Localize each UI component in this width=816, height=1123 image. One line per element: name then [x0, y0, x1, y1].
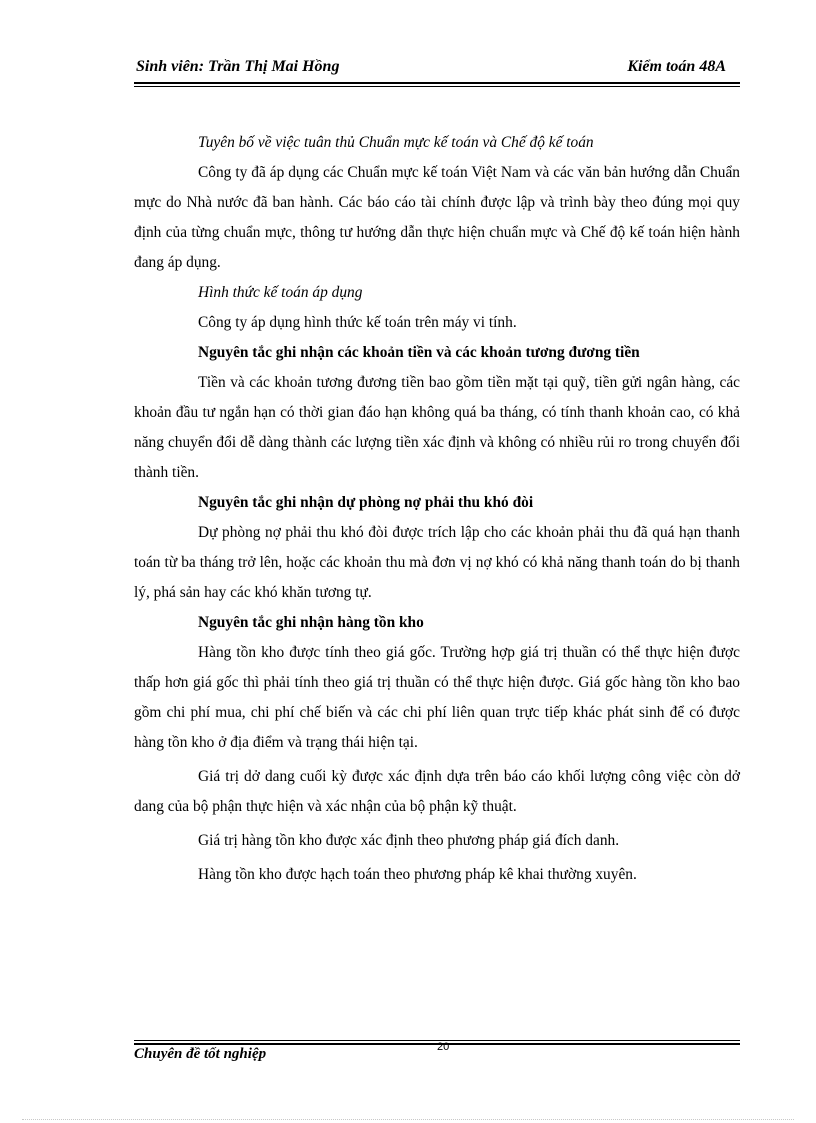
- paragraph-bad-debt: Dự phòng nợ phải thu khó đòi được trích lập cho các khoản phải thu đã quá hạn thanh toán từ ba tháng trở lên, hoặc các khoản thu mà đơn vị nợ khó có khả năng thanh toán do bị thanh lý, phá sản hay các khó khăn tương tự.: [134, 524, 740, 601]
- section-heading-accounting-form: Hình thức kế toán áp dụng: [198, 284, 363, 301]
- page-header: [134, 56, 740, 84]
- paragraph-inventory-valuation: Giá trị hàng tồn kho được xác định theo phương pháp giá đích danh.: [198, 832, 620, 849]
- header-rule-thick: [134, 82, 740, 84]
- page-number: 20: [437, 1041, 450, 1053]
- section-heading-cash: Nguyên tắc ghi nhận các khoản tiền và các khoản tương đương tiền: [198, 344, 640, 361]
- header-rule-thin: [134, 86, 740, 87]
- class-name: Kiểm toán 48A: [627, 58, 726, 75]
- section-heading-inventory: Nguyên tắc ghi nhận hàng tồn kho: [198, 614, 424, 631]
- paragraph-cash: Tiền và các khoản tương đương tiền bao gồm tiền mặt tại quỹ, tiền gửi ngân hàng, các khoản đầu tư ngắn hạn có thời gian đáo hạn không quá ba tháng, có tính thanh khoản cao, có khả năng chuyển đổi dễ dàng thành các lượng tiền xác định và không có nhiều rủi ro trong chuyển đổi thành tiền.: [134, 374, 740, 481]
- student-name: Sinh viên: Trần Thị Mai Hồng: [136, 58, 340, 75]
- page-bottom-border: [22, 1119, 794, 1120]
- footer-title: Chuyên đề tốt nghiệp: [134, 1046, 267, 1062]
- section-heading-compliance: Tuyên bố về việc tuân thủ Chuẩn mực kế toán và Chế độ kế toán: [198, 134, 594, 151]
- paragraph-accounting-form: Công ty áp dụng hình thức kế toán trên máy vi tính.: [198, 314, 517, 331]
- paragraph-compliance: Công ty đã áp dụng các Chuẩn mực kế toán Việt Nam và các văn bản hướng dẫn Chuẩn mực do Nhà nước đã ban hành. Các báo cáo tài chính được lập và trình bày theo đúng mọi quy định của từng chuẩn mực, thông tư hướng dẫn thực hiện chuẩn mực và Chế độ kế toán hiện hành đang áp dụng.: [134, 164, 740, 271]
- document-body: [134, 128, 740, 890]
- paragraph-inventory-wip: Giá trị dở dang cuối kỳ được xác định dựa trên báo cáo khối lượng công việc còn dở dang của bộ phận thực hiện và xác nhận của bộ phận kỹ thuật.: [134, 768, 740, 815]
- paragraph-inventory-accounting: Hàng tồn kho được hạch toán theo phương pháp kê khai thường xuyên.: [198, 866, 637, 883]
- section-heading-bad-debt: Nguyên tắc ghi nhận dự phòng nợ phải thu khó đòi: [198, 494, 534, 511]
- paragraph-inventory-cost: Hàng tồn kho được tính theo giá gốc. Trường hợp giá trị thuần có thể thực hiện được thấp hơn giá gốc thì phải tính theo giá trị thuần có thể thực hiện được. Giá gốc hàng tồn kho bao gồm chi phí mua, chi phí chế biến và các chi phí liên quan trực tiếp khác phát sinh để có được hàng tồn kho ở địa điểm và trạng thái hiện tại.: [134, 644, 740, 751]
